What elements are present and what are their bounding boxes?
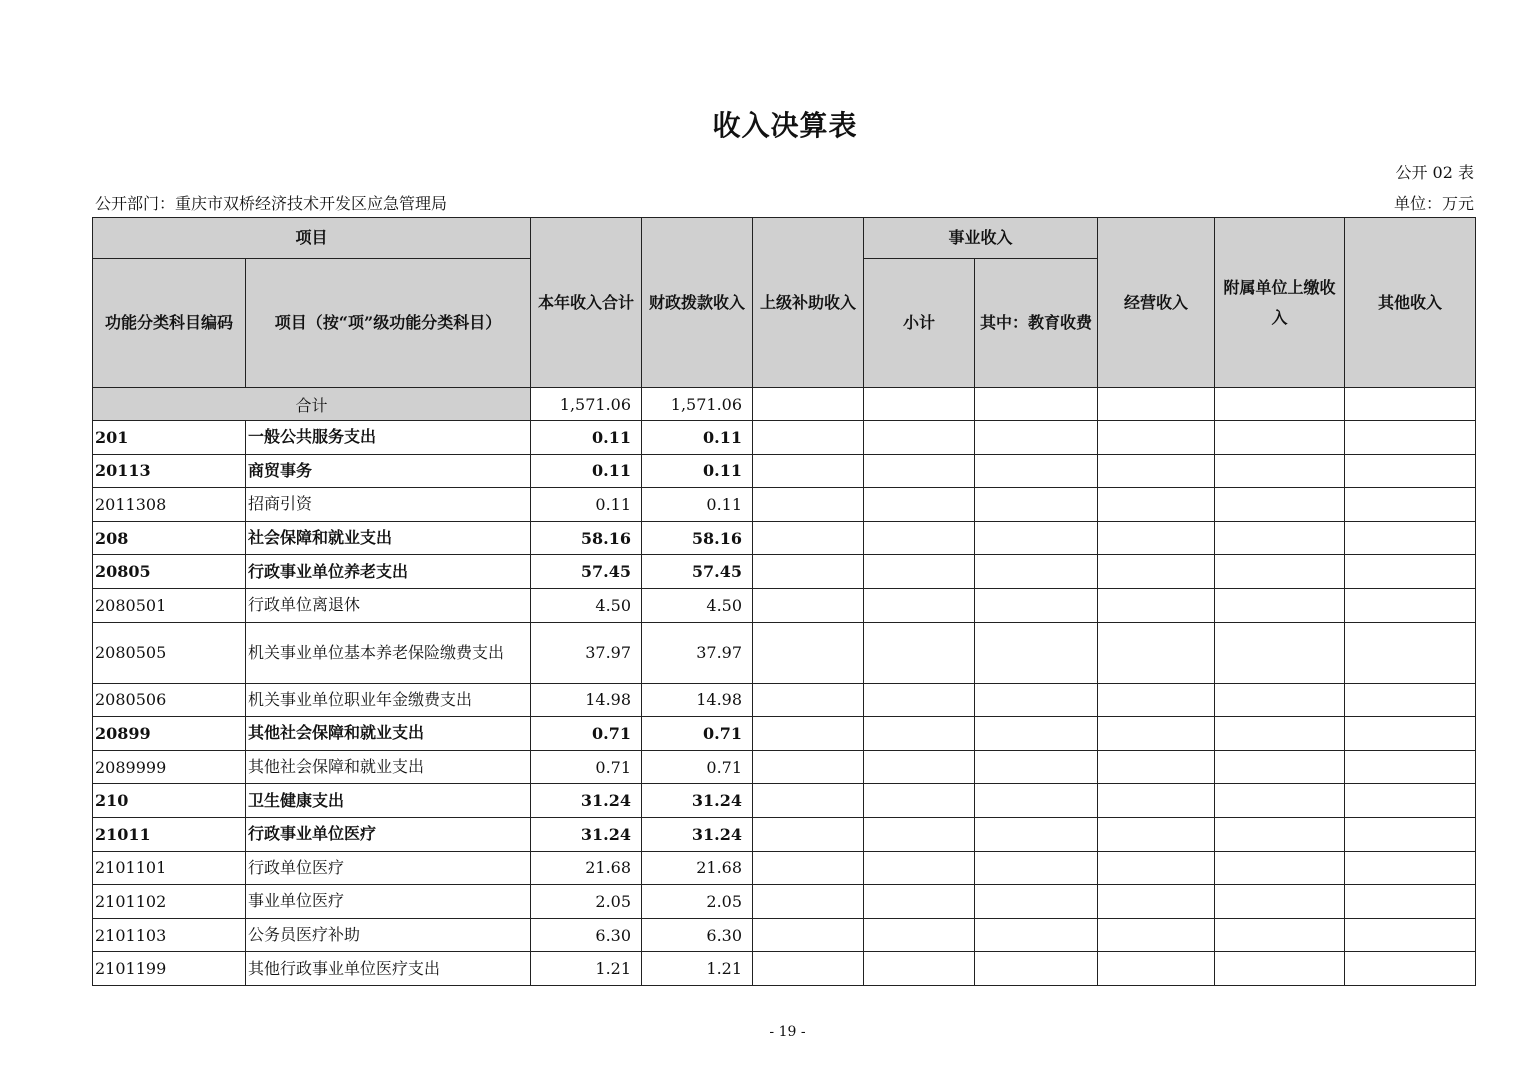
empty-cell: [975, 388, 1098, 421]
row-code: 2101199: [93, 952, 246, 986]
empty-cell: [753, 588, 864, 622]
row-fiscal: 2.05: [642, 885, 753, 919]
empty-cell: [864, 817, 975, 851]
page-title: 收入决算表: [712, 109, 858, 142]
table-row: [93, 588, 1476, 622]
header-name: 项目（按“项”级功能分类科目）: [246, 259, 531, 388]
empty-cell: [1345, 421, 1476, 455]
total-fiscal-value: 1,571.06: [642, 388, 753, 421]
table-row: [93, 521, 1476, 555]
row-fiscal: 1.21: [642, 952, 753, 986]
empty-cell: [753, 851, 864, 885]
empty-cell: [1345, 622, 1476, 683]
table-row: [93, 717, 1476, 751]
table-row: [93, 817, 1476, 851]
empty-cell: [1098, 817, 1215, 851]
table-row: [93, 622, 1476, 683]
empty-cell: [864, 622, 975, 683]
empty-cell: [1098, 952, 1215, 986]
empty-cell: [864, 918, 975, 952]
empty-cell: [975, 555, 1098, 589]
empty-cell: [1215, 885, 1345, 919]
row-code: 21011: [93, 817, 246, 851]
row-fiscal: 6.30: [642, 918, 753, 952]
row-name: 商贸事务: [246, 454, 531, 488]
row-fiscal: 14.98: [642, 683, 753, 717]
header-subtotal: 小计: [864, 259, 975, 388]
total-row: [93, 388, 1476, 421]
empty-cell: [753, 555, 864, 589]
empty-cell: [864, 750, 975, 784]
empty-cell: [1098, 521, 1215, 555]
empty-cell: [753, 388, 864, 421]
row-fiscal: 0.71: [642, 750, 753, 784]
empty-cell: [975, 885, 1098, 919]
row-code: 2101101: [93, 851, 246, 885]
row-name: 公务员医疗补助: [246, 918, 531, 952]
table-row: [93, 851, 1476, 885]
row-total-income: 31.24: [531, 817, 642, 851]
row-name: 其他社会保障和就业支出: [246, 750, 531, 784]
row-total-income: 0.11: [531, 421, 642, 455]
department-label: 公开部门：重庆市双桥经济技术开发区应急管理局: [95, 194, 448, 213]
row-fiscal: 0.71: [642, 717, 753, 751]
row-name: 招商引资: [246, 488, 531, 522]
row-fiscal: 31.24: [642, 817, 753, 851]
row-name: 机关事业单位职业年金缴费支出: [246, 683, 531, 717]
empty-cell: [753, 885, 864, 919]
empty-cell: [753, 717, 864, 751]
row-fiscal: 0.11: [642, 421, 753, 455]
empty-cell: [1345, 488, 1476, 522]
table-header: [93, 218, 1476, 388]
empty-cell: [1345, 952, 1476, 986]
table-row: [93, 885, 1476, 919]
empty-cell: [1345, 851, 1476, 885]
table-row: [93, 683, 1476, 717]
table-row: [93, 750, 1476, 784]
row-name: 其他社会保障和就业支出: [246, 717, 531, 751]
row-code: 20113: [93, 454, 246, 488]
table-row: [93, 454, 1476, 488]
empty-cell: [753, 521, 864, 555]
empty-cell: [753, 817, 864, 851]
empty-cell: [1215, 454, 1345, 488]
empty-cell: [975, 918, 1098, 952]
row-code: 2080506: [93, 683, 246, 717]
empty-cell: [753, 750, 864, 784]
empty-cell: [1215, 421, 1345, 455]
row-code: 210: [93, 784, 246, 818]
row-total-income: 57.45: [531, 555, 642, 589]
header-education-fee: 其中：教育收费: [975, 259, 1098, 388]
empty-cell: [1345, 817, 1476, 851]
total-income-value: 1,571.06: [531, 388, 642, 421]
table-row: [93, 421, 1476, 455]
row-total-income: 58.16: [531, 521, 642, 555]
empty-cell: [1215, 388, 1345, 421]
empty-cell: [864, 588, 975, 622]
empty-cell: [753, 622, 864, 683]
empty-cell: [1098, 588, 1215, 622]
row-code: 2080505: [93, 622, 246, 683]
empty-cell: [864, 521, 975, 555]
row-code: 2101103: [93, 918, 246, 952]
empty-cell: [1098, 421, 1215, 455]
table-row: [93, 952, 1476, 986]
empty-cell: [1345, 388, 1476, 421]
empty-cell: [975, 952, 1098, 986]
empty-cell: [975, 683, 1098, 717]
empty-cell: [1098, 454, 1215, 488]
row-fiscal: 0.11: [642, 488, 753, 522]
empty-cell: [1098, 717, 1215, 751]
empty-cell: [1215, 817, 1345, 851]
row-fiscal: 21.68: [642, 851, 753, 885]
row-name: 卫生健康支出: [246, 784, 531, 818]
empty-cell: [975, 488, 1098, 522]
row-fiscal: 0.11: [642, 454, 753, 488]
empty-cell: [864, 885, 975, 919]
empty-cell: [1215, 851, 1345, 885]
header-affiliated-income: 附属单位上缴收入: [1215, 218, 1345, 388]
header-superior-subsidy: 上级补助收入: [753, 218, 864, 388]
total-label: 合计: [93, 388, 531, 421]
empty-cell: [1215, 918, 1345, 952]
empty-cell: [864, 388, 975, 421]
empty-cell: [753, 454, 864, 488]
row-code: 208: [93, 521, 246, 555]
empty-cell: [1215, 622, 1345, 683]
table-row: [93, 555, 1476, 589]
row-name: 行政事业单位养老支出: [246, 555, 531, 589]
row-total-income: 2.05: [531, 885, 642, 919]
row-fiscal: 57.45: [642, 555, 753, 589]
row-code: 20899: [93, 717, 246, 751]
header-total-income: 本年收入合计: [531, 218, 642, 388]
row-name: 行政单位医疗: [246, 851, 531, 885]
empty-cell: [975, 817, 1098, 851]
empty-cell: [975, 784, 1098, 818]
row-name: 行政事业单位医疗: [246, 817, 531, 851]
empty-cell: [1215, 952, 1345, 986]
row-total-income: 21.68: [531, 851, 642, 885]
row-code: 2101102: [93, 885, 246, 919]
empty-cell: [1215, 784, 1345, 818]
empty-cell: [975, 588, 1098, 622]
row-total-income: 1.21: [531, 952, 642, 986]
empty-cell: [1345, 588, 1476, 622]
row-total-income: 37.97: [531, 622, 642, 683]
row-total-income: 31.24: [531, 784, 642, 818]
header-business-income: 事业收入: [864, 218, 1098, 259]
table-row: [93, 784, 1476, 818]
row-total-income: 14.98: [531, 683, 642, 717]
empty-cell: [1345, 555, 1476, 589]
empty-cell: [1098, 683, 1215, 717]
empty-cell: [1098, 784, 1215, 818]
empty-cell: [975, 622, 1098, 683]
row-fiscal: 4.50: [642, 588, 753, 622]
empty-cell: [975, 421, 1098, 455]
unit-label: 单位：万元: [1393, 194, 1474, 213]
empty-cell: [975, 717, 1098, 751]
empty-cell: [1345, 454, 1476, 488]
income-table: [92, 217, 1476, 986]
empty-cell: [1098, 750, 1215, 784]
empty-cell: [1098, 488, 1215, 522]
row-total-income: 0.11: [531, 454, 642, 488]
empty-cell: [1098, 388, 1215, 421]
empty-cell: [1098, 918, 1215, 952]
header-project: 项目: [93, 218, 531, 259]
empty-cell: [975, 851, 1098, 885]
empty-cell: [1345, 784, 1476, 818]
empty-cell: [1215, 555, 1345, 589]
empty-cell: [1345, 717, 1476, 751]
row-total-income: 4.50: [531, 588, 642, 622]
empty-cell: [1215, 588, 1345, 622]
row-total-income: 0.71: [531, 717, 642, 751]
page-number: - 19 -: [769, 1024, 806, 1040]
empty-cell: [753, 488, 864, 522]
row-code: 2011308: [93, 488, 246, 522]
empty-cell: [1215, 488, 1345, 522]
header-operating-income: 经营收入: [1098, 218, 1215, 388]
form-number: 公开 02 表: [1395, 163, 1474, 182]
empty-cell: [1098, 851, 1215, 885]
row-name: 事业单位医疗: [246, 885, 531, 919]
empty-cell: [864, 421, 975, 455]
empty-cell: [864, 952, 975, 986]
row-code: 2080501: [93, 588, 246, 622]
empty-cell: [975, 750, 1098, 784]
empty-cell: [864, 683, 975, 717]
empty-cell: [1345, 521, 1476, 555]
empty-cell: [753, 952, 864, 986]
empty-cell: [1215, 521, 1345, 555]
row-name: 行政单位离退休: [246, 588, 531, 622]
empty-cell: [864, 454, 975, 488]
table-row: [93, 488, 1476, 522]
row-code: 2089999: [93, 750, 246, 784]
header-fiscal: 财政拨款收入: [642, 218, 753, 388]
empty-cell: [1345, 683, 1476, 717]
row-name: 一般公共服务支出: [246, 421, 531, 455]
empty-cell: [864, 851, 975, 885]
row-total-income: 6.30: [531, 918, 642, 952]
empty-cell: [1098, 885, 1215, 919]
row-name: 其他行政事业单位医疗支出: [246, 952, 531, 986]
row-name: 机关事业单位基本养老保险缴费支出: [246, 622, 531, 683]
empty-cell: [975, 454, 1098, 488]
empty-cell: [1345, 750, 1476, 784]
row-fiscal: 31.24: [642, 784, 753, 818]
empty-cell: [753, 421, 864, 455]
empty-cell: [864, 784, 975, 818]
row-code: 201: [93, 421, 246, 455]
empty-cell: [864, 488, 975, 522]
empty-cell: [975, 521, 1098, 555]
empty-cell: [753, 784, 864, 818]
row-total-income: 0.71: [531, 750, 642, 784]
empty-cell: [1215, 717, 1345, 751]
empty-cell: [1098, 622, 1215, 683]
header-code: 功能分类科目编码: [93, 259, 246, 388]
header-other-income: 其他收入: [1345, 218, 1476, 388]
row-code: 20805: [93, 555, 246, 589]
empty-cell: [864, 555, 975, 589]
empty-cell: [1345, 885, 1476, 919]
table-body: [93, 388, 1476, 986]
empty-cell: [1098, 555, 1215, 589]
row-fiscal: 37.97: [642, 622, 753, 683]
empty-cell: [1215, 683, 1345, 717]
empty-cell: [753, 918, 864, 952]
empty-cell: [753, 683, 864, 717]
empty-cell: [1215, 750, 1345, 784]
row-name: 社会保障和就业支出: [246, 521, 531, 555]
empty-cell: [864, 717, 975, 751]
table-row: [93, 918, 1476, 952]
empty-cell: [1345, 918, 1476, 952]
row-total-income: 0.11: [531, 488, 642, 522]
row-fiscal: 58.16: [642, 521, 753, 555]
